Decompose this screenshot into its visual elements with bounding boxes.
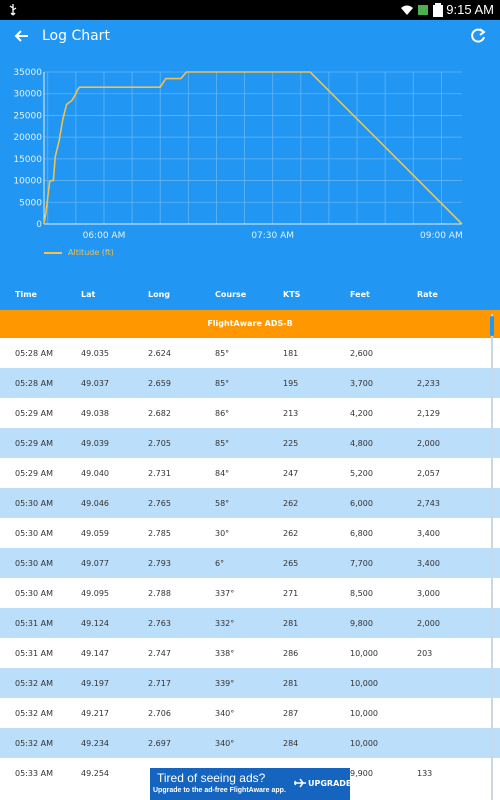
cell-time: 05:30 AM: [15, 529, 53, 538]
cell-kts: 284: [283, 739, 299, 748]
cell-rate: 2,743: [417, 499, 440, 508]
cell-long: 2.788: [148, 589, 171, 598]
refresh-icon[interactable]: [468, 26, 488, 46]
cell-long: 2.765: [148, 499, 171, 508]
table-row[interactable]: [0, 458, 500, 488]
cell-lat: 49.039: [81, 439, 109, 448]
cell-feet: 3,700: [350, 379, 373, 388]
cell-lat: 49.035: [81, 349, 109, 358]
cell-lat: 49.046: [81, 499, 109, 508]
table-row[interactable]: [0, 668, 500, 698]
x-tick-label: 06:00 AM: [82, 231, 126, 241]
x-tick-label: 09:00 AM: [420, 231, 463, 241]
table-row[interactable]: [0, 398, 500, 428]
cell-long: 2.763: [148, 619, 171, 628]
ad-banner[interactable]: [150, 768, 350, 800]
y-tick-label: 5000: [19, 198, 42, 209]
table-row[interactable]: [0, 728, 500, 758]
cell-lat: 49.254: [81, 769, 109, 778]
cell-feet: 10,000: [350, 679, 378, 688]
cell-kts: 225: [283, 439, 299, 448]
table-row[interactable]: [0, 338, 500, 368]
altitude-series-line: [44, 72, 462, 224]
arrow-left-icon[interactable]: [12, 26, 32, 46]
cell-lat: 49.037: [81, 379, 109, 388]
scrollbar-track[interactable]: [491, 314, 493, 800]
cell-rate: 133: [417, 769, 433, 778]
status-bar: [0, 0, 500, 20]
cell-feet: 9,800: [350, 619, 373, 628]
table-header: [0, 280, 500, 310]
upgrade-button[interactable]: UPGRADE: [308, 779, 352, 788]
scrollbar-thumb[interactable]: [490, 316, 494, 336]
cell-time: 05:28 AM: [15, 379, 53, 388]
cell-feet: 6,000: [350, 499, 373, 508]
table-row[interactable]: [0, 518, 500, 548]
table-row[interactable]: [0, 368, 500, 398]
cell-time: 05:29 AM: [15, 409, 53, 418]
cell-lat: 49.095: [81, 589, 109, 598]
cell-rate: 3,400: [417, 529, 440, 538]
cell-long: 2.697: [148, 739, 171, 748]
cell-course: 340°: [215, 709, 235, 718]
cell-kts: 265: [283, 559, 299, 568]
legend-label: Altitude (ft): [68, 248, 114, 257]
cell-lat: 49.038: [81, 409, 109, 418]
cell-rate: 2,129: [417, 409, 440, 418]
cell-course: 58°: [215, 499, 230, 508]
cell-rate: 2,000: [417, 619, 440, 628]
cell-lat: 49.197: [81, 679, 109, 688]
cell-long: 2.624: [148, 349, 171, 358]
cell-course: 85°: [215, 379, 230, 388]
cell-time: 05:29 AM: [15, 469, 53, 478]
cell-time: 05:30 AM: [15, 589, 53, 598]
page-title: Log Chart: [42, 28, 110, 44]
cell-kts: 181: [283, 349, 299, 358]
section-title: FlightAware ADS-B: [0, 310, 500, 338]
cell-course: 85°: [215, 439, 230, 448]
cell-kts: 281: [283, 679, 299, 688]
table-row[interactable]: [0, 428, 500, 458]
cell-rate: 203: [417, 649, 433, 658]
cell-kts: 286: [283, 649, 299, 658]
cell-long: 2.659: [148, 379, 171, 388]
cell-course: 339°: [215, 679, 235, 688]
ad-title: Tired of seeing ads?: [157, 771, 266, 785]
y-tick-label: 20000: [13, 133, 42, 144]
cell-kts: 247: [283, 469, 299, 478]
cell-time: 05:33 AM: [15, 769, 53, 778]
cell-feet: 2,600: [350, 349, 373, 358]
chart-legend: [44, 248, 114, 257]
column-header-long: Long: [148, 290, 171, 299]
y-tick-label: 25000: [13, 111, 42, 122]
wifi-icon: [400, 4, 414, 16]
table-row[interactable]: [0, 488, 500, 518]
cell-feet: 4,200: [350, 409, 373, 418]
cell-long: 2.731: [148, 469, 171, 478]
cell-time: 05:30 AM: [15, 499, 53, 508]
notification-icon: [417, 4, 429, 16]
flight-log-table[interactable]: [0, 338, 500, 800]
cell-kts: 262: [283, 499, 299, 508]
cell-course: 85°: [215, 349, 230, 358]
battery-icon: [432, 3, 444, 17]
y-tick-label: 0: [36, 220, 42, 230]
table-row[interactable]: [0, 548, 500, 578]
column-header-lat: Lat: [81, 290, 96, 299]
cell-rate: 3,000: [417, 589, 440, 598]
cell-feet: 4,800: [350, 439, 373, 448]
cell-rate: 2,057: [417, 469, 440, 478]
cell-long: 2.682: [148, 409, 171, 418]
cell-course: 337°: [215, 589, 235, 598]
app-bar: [0, 20, 500, 52]
cell-feet: 10,000: [350, 709, 378, 718]
altitude-chart-svg: [0, 52, 500, 280]
cell-time: 05:30 AM: [15, 559, 53, 568]
x-tick-label: 07:30 AM: [251, 231, 295, 241]
legend-swatch: [44, 252, 62, 254]
cell-kts: 195: [283, 379, 299, 388]
column-header-kts: KTS: [283, 290, 301, 299]
cell-course: 6°: [215, 559, 225, 568]
table-row[interactable]: [0, 578, 500, 608]
cell-feet: 5,200: [350, 469, 373, 478]
cell-rate: 3,400: [417, 559, 440, 568]
cell-feet: 6,800: [350, 529, 373, 538]
cell-course: 338°: [215, 649, 235, 658]
cell-course: 340°: [215, 739, 235, 748]
cell-rate: 2,000: [417, 439, 440, 448]
cell-long: 2.717: [148, 679, 171, 688]
usb-icon: [6, 3, 20, 17]
cell-feet: 10,000: [350, 649, 378, 658]
cell-lat: 49.077: [81, 559, 109, 568]
cell-kts: 213: [283, 409, 299, 418]
cell-long: 2.785: [148, 529, 171, 538]
airplane-icon: [293, 776, 307, 790]
altitude-chart: [0, 52, 500, 280]
cell-feet: 7,700: [350, 559, 373, 568]
cell-kts: 271: [283, 589, 299, 598]
cell-time: 05:32 AM: [15, 709, 53, 718]
cell-course: 86°: [215, 409, 230, 418]
cell-lat: 49.234: [81, 739, 109, 748]
cell-time: 05:31 AM: [15, 619, 53, 628]
cell-feet: 10,000: [350, 739, 378, 748]
cell-course: 30°: [215, 529, 230, 538]
cell-course: 332°: [215, 619, 235, 628]
y-tick-label: 10000: [13, 176, 42, 187]
cell-lat: 49.040: [81, 469, 109, 478]
cell-lat: 49.217: [81, 709, 109, 718]
status-time: 9:15 AM: [446, 2, 494, 17]
cell-course: 84°: [215, 469, 230, 478]
cell-lat: 49.059: [81, 529, 109, 538]
cell-lat: 49.147: [81, 649, 109, 658]
cell-time: 05:31 AM: [15, 649, 53, 658]
column-header-time: Time: [15, 290, 37, 299]
column-header-feet: Feet: [350, 290, 370, 299]
table-row[interactable]: [0, 608, 500, 638]
cell-time: 05:29 AM: [15, 439, 53, 448]
cell-time: 05:32 AM: [15, 739, 53, 748]
ad-subtitle: Upgrade to the ad-free FlightAware app.: [153, 787, 286, 794]
cell-long: 2.747: [148, 649, 171, 658]
table-row[interactable]: [0, 698, 500, 728]
cell-feet: 8,500: [350, 589, 373, 598]
y-tick-label: 15000: [13, 154, 42, 165]
cell-lat: 49.124: [81, 619, 109, 628]
cell-time: 05:28 AM: [15, 349, 53, 358]
cell-long: 2.706: [148, 709, 171, 718]
cell-time: 05:32 AM: [15, 679, 53, 688]
cell-long: 2.793: [148, 559, 171, 568]
y-tick-label: 35000: [13, 68, 42, 78]
column-header-course: Course: [215, 290, 247, 299]
system-icons: [400, 3, 444, 17]
cell-kts: 287: [283, 709, 299, 718]
cell-kts: 281: [283, 619, 299, 628]
column-header-rate: Rate: [417, 290, 438, 299]
cell-feet: 9,900: [350, 769, 373, 778]
cell-rate: 2,233: [417, 379, 440, 388]
cell-long: 2.705: [148, 439, 171, 448]
y-tick-label: 30000: [13, 89, 42, 100]
table-row[interactable]: [0, 638, 500, 668]
cell-kts: 262: [283, 529, 299, 538]
